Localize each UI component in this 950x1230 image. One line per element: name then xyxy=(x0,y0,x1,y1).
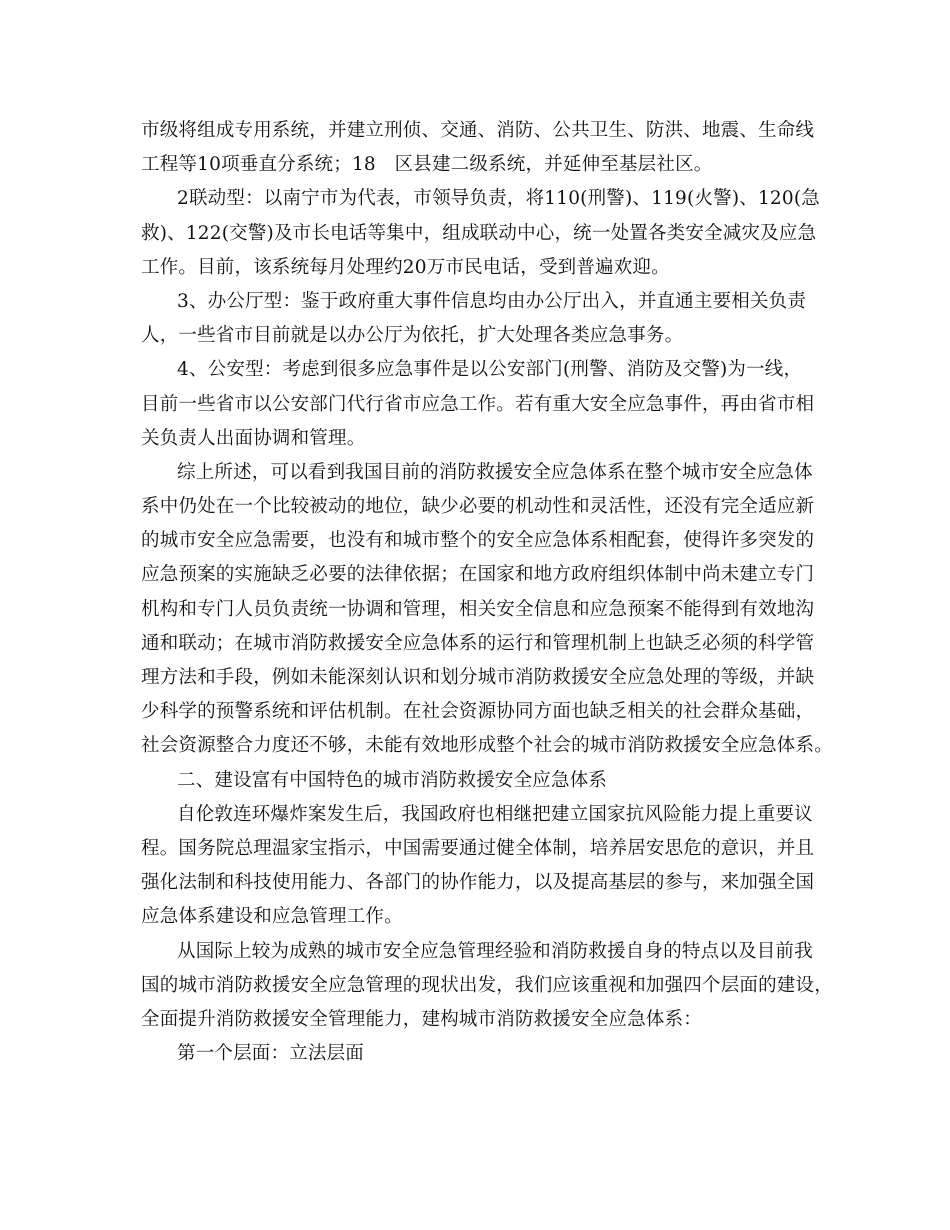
text-line: 市级将组成专用系统，并建立刑侦、交通、消防、公共卫生、防洪、地震、生命线 xyxy=(141,120,815,141)
text-line: 应急预案的实施缺乏必要的法律依据；在国家和地方政府组织体制中尚未建立专门 xyxy=(141,564,815,586)
text-line: 机构和专门人员负责统一协调和管理，相关安全信息和应急预案不能得到有效地沟 xyxy=(141,598,815,620)
paragraph-start-line: 3、办公厅型：鉴于政府重大事件信息均由办公厅出入，并直通主要相关负责 xyxy=(177,290,807,312)
text-line: 应急体系建设和应急管理工作。 xyxy=(141,906,403,928)
text-line: 的城市安全应急需要，也没有和城市整个的安全应急体系相配套，使得许多突发的 xyxy=(141,530,815,552)
paragraph-start-line: 2联动型：以南宁市为代表，市领导负责，将110(刑警)、119(火警)、120(急 xyxy=(177,188,820,210)
subsection-heading: 第一个层面：立法层面 xyxy=(177,1043,365,1065)
text-line: 少科学的预警系统和评估机制。在社会资源协同方面也缺乏相关的社会群众基础， xyxy=(141,701,815,723)
paragraph-start-line: 4、公安型：考虑到很多应急事件是以公安部门(刑警、消防及交警)为一线， xyxy=(177,359,803,381)
text-line: 国的城市消防救援安全应急管理的现状出发，我们应该重视和加强四个层面的建设， xyxy=(141,974,833,996)
section-heading: 二、建设富有中国特色的城市消防救援安全应急体系 xyxy=(177,769,608,791)
text-line: 理方法和手段，例如未能深刻认识和划分城市消防救援安全应急处理的等级，并缺 xyxy=(141,667,815,688)
document-body xyxy=(141,114,833,1071)
text-line: 救)、122(交警)及市长电话等集中，组成联动中心，统一处置各类安全减灾及应急 xyxy=(141,222,817,244)
text-line: 通和联动；在城市消防救援安全应急体系的运行和管理机制上也缺乏必须的科学管 xyxy=(141,632,815,654)
text-line: 关负责人出面协调和管理。 xyxy=(141,427,366,449)
text-line: 程。国务院总理温家宝指示，中国需要通过健全体制，培养居安思危的意识，并且 xyxy=(141,837,815,859)
paragraph-start-line: 综上所述，可以看到我国目前的消防救援安全应急体系在整个城市安全应急体 xyxy=(177,461,813,483)
text-line: 人，一些省市目前就是以办公厅为依托，扩大处理各类应急事务。 xyxy=(141,325,684,347)
text-line: 强化法制和科技使用能力、各部门的协作能力，以及提高基层的参与，来加强全国 xyxy=(141,872,815,894)
text-line: 全面提升消防救援安全管理能力，建构城市消防救援安全应急体系： xyxy=(141,1008,703,1030)
text-line: 社会资源整合力度还不够，未能有效地形成整个社会的城市消防救援安全应急体系。 xyxy=(141,735,833,757)
text-line: 系中仍处在一个比较被动的地位，缺少必要的机动性和灵活性，还没有完全适应新 xyxy=(141,496,815,518)
text-line: 工程等10项垂直分系统；18 区县建二级系统，并延伸至基层社区。 xyxy=(141,154,713,176)
paragraph-start-line: 从国际上较为成熟的城市安全应急管理经验和消防救援自身的特点以及目前我 xyxy=(177,940,813,962)
text-line: 目前一些省市以公安部门代行省市应急工作。若有重大安全应急事件，再由省市相 xyxy=(141,393,815,415)
text-line: 工作。目前，该系统每月处理约20万市民电话，受到普遍欢迎。 xyxy=(141,256,670,278)
paragraph-start-line: 自伦敦连环爆炸案发生后，我国政府也相继把建立国家抗风险能力提上重要议 xyxy=(177,803,813,825)
